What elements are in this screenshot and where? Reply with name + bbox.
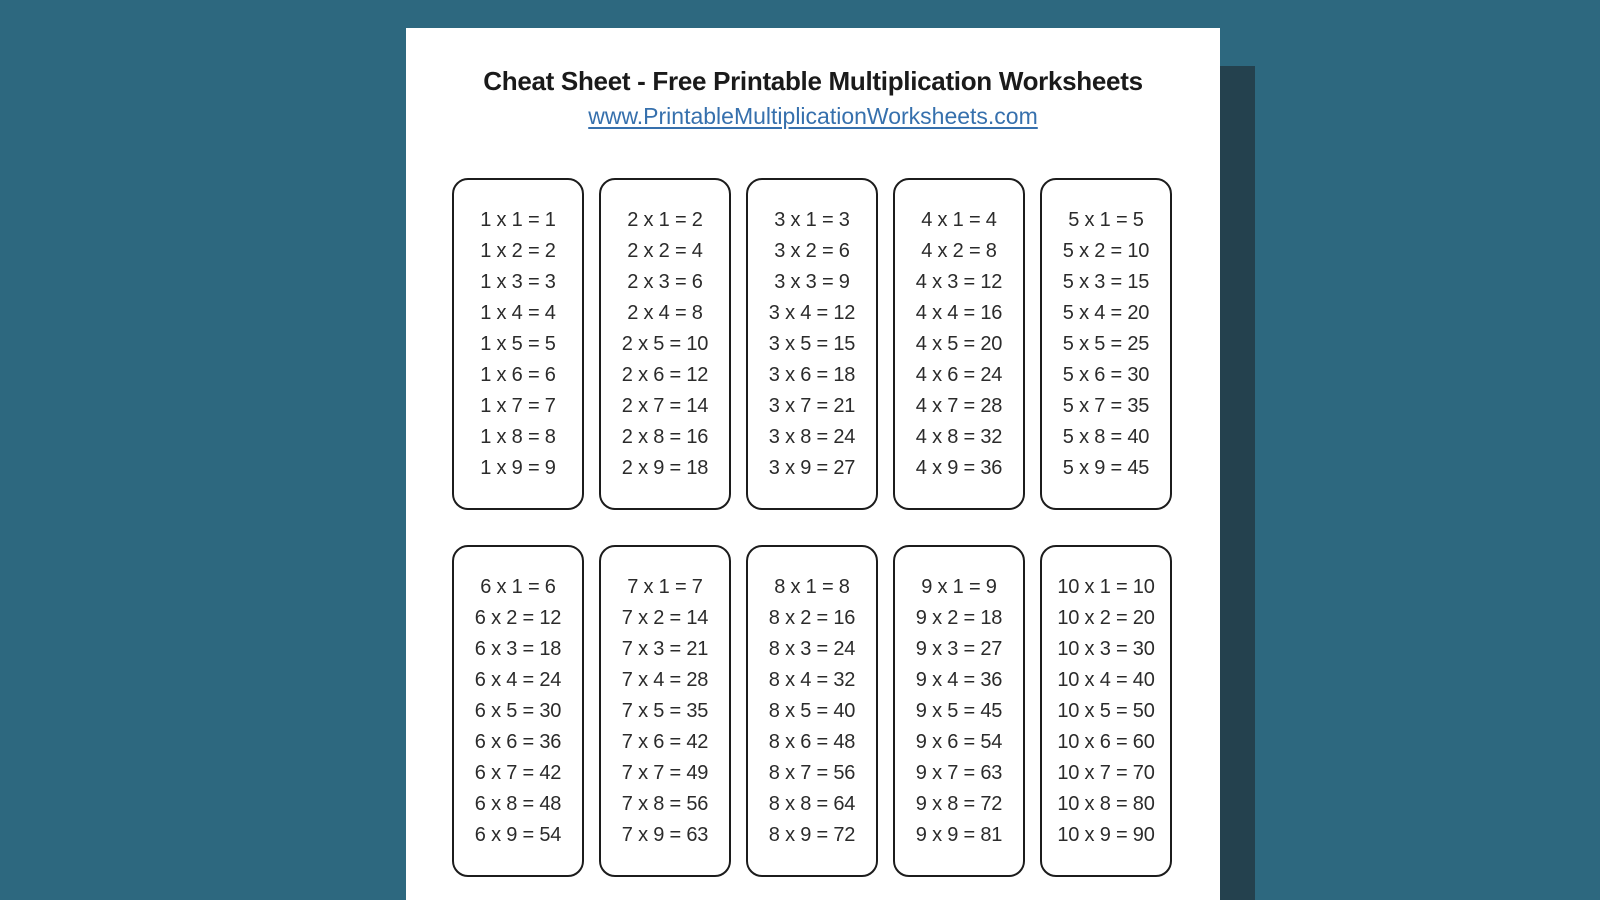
- website-link[interactable]: www.PrintableMultiplicationWorksheets.com: [588, 103, 1038, 129]
- times-table-4-card: [893, 178, 1025, 510]
- fact-line: 2 x 2 = 4: [627, 239, 703, 262]
- fact-line: 6 x 6 = 36: [474, 730, 562, 753]
- fact-line: 10 x 2 = 20: [1057, 606, 1155, 629]
- fact-line: 6 x 9 = 54: [474, 823, 562, 846]
- fact-line: 3 x 1 = 3: [774, 208, 850, 231]
- page-drop-shadow: [1220, 66, 1255, 900]
- fact-line: 4 x 9 = 36: [915, 456, 1003, 479]
- fact-line: 7 x 4 = 28: [621, 668, 709, 691]
- fact-line: 1 x 3 = 3: [480, 270, 556, 293]
- fact-line: 8 x 4 = 32: [768, 668, 856, 691]
- fact-line: 3 x 2 = 6: [774, 239, 850, 262]
- worksheet-page: [406, 28, 1220, 900]
- fact-line: 5 x 9 = 45: [1062, 456, 1150, 479]
- fact-line: 9 x 6 = 54: [915, 730, 1003, 753]
- fact-line: 8 x 7 = 56: [768, 761, 856, 784]
- fact-line: 10 x 6 = 60: [1057, 730, 1155, 753]
- fact-line: 4 x 2 = 8: [921, 239, 997, 262]
- fact-line: 9 x 7 = 63: [915, 761, 1003, 784]
- fact-line: 6 x 8 = 48: [474, 792, 562, 815]
- fact-line: 8 x 1 = 8: [774, 575, 850, 598]
- fact-line: 1 x 6 = 6: [480, 363, 556, 386]
- fact-line: 7 x 1 = 7: [627, 575, 703, 598]
- fact-line: 10 x 8 = 80: [1057, 792, 1155, 815]
- fact-line: 9 x 4 = 36: [915, 668, 1003, 691]
- times-table-9-card: [893, 545, 1025, 877]
- fact-line: 6 x 3 = 18: [474, 637, 562, 660]
- fact-line: 10 x 5 = 50: [1057, 699, 1155, 722]
- fact-line: 7 x 7 = 49: [621, 761, 709, 784]
- times-table-5-card: [1040, 178, 1172, 510]
- fact-line: 3 x 8 = 24: [768, 425, 856, 448]
- times-table-2-card: [599, 178, 731, 510]
- times-table-6-card: [452, 545, 584, 877]
- fact-line: 5 x 5 = 25: [1062, 332, 1150, 355]
- fact-line: 1 x 8 = 8: [480, 425, 556, 448]
- times-table-3-card: [746, 178, 878, 510]
- fact-line: 2 x 4 = 8: [627, 301, 703, 324]
- fact-line: 3 x 4 = 12: [768, 301, 856, 324]
- fact-line: 5 x 1 = 5: [1068, 208, 1144, 231]
- fact-line: 1 x 9 = 9: [480, 456, 556, 479]
- fact-line: 7 x 3 = 21: [621, 637, 709, 660]
- fact-line: 2 x 5 = 10: [621, 332, 709, 355]
- times-table-10-card: [1040, 545, 1172, 877]
- fact-line: 5 x 3 = 15: [1062, 270, 1150, 293]
- fact-line: 3 x 3 = 9: [774, 270, 850, 293]
- fact-line: 5 x 8 = 40: [1062, 425, 1150, 448]
- fact-line: 2 x 8 = 16: [621, 425, 709, 448]
- fact-line: 7 x 2 = 14: [621, 606, 709, 629]
- fact-line: 7 x 6 = 42: [621, 730, 709, 753]
- fact-line: 2 x 6 = 12: [621, 363, 709, 386]
- fact-line: 6 x 5 = 30: [474, 699, 562, 722]
- fact-line: 4 x 1 = 4: [921, 208, 997, 231]
- fact-line: 10 x 7 = 70: [1057, 761, 1155, 784]
- fact-line: 2 x 1 = 2: [627, 208, 703, 231]
- fact-line: 6 x 4 = 24: [474, 668, 562, 691]
- fact-line: 1 x 2 = 2: [480, 239, 556, 262]
- fact-line: 4 x 7 = 28: [915, 394, 1003, 417]
- fact-line: 10 x 9 = 90: [1057, 823, 1155, 846]
- fact-line: 9 x 1 = 9: [921, 575, 997, 598]
- times-table-8-card: [746, 545, 878, 877]
- fact-line: 6 x 7 = 42: [474, 761, 562, 784]
- fact-line: 1 x 5 = 5: [480, 332, 556, 355]
- fact-line: 3 x 5 = 15: [768, 332, 856, 355]
- fact-line: 6 x 2 = 12: [474, 606, 562, 629]
- fact-line: 1 x 4 = 4: [480, 301, 556, 324]
- fact-line: 4 x 6 = 24: [915, 363, 1003, 386]
- fact-line: 7 x 8 = 56: [621, 792, 709, 815]
- fact-line: 10 x 3 = 30: [1057, 637, 1155, 660]
- fact-line: 10 x 1 = 10: [1057, 575, 1155, 598]
- fact-line: 4 x 5 = 20: [915, 332, 1003, 355]
- fact-line: 9 x 2 = 18: [915, 606, 1003, 629]
- fact-line: 8 x 8 = 64: [768, 792, 856, 815]
- fact-line: 9 x 5 = 45: [915, 699, 1003, 722]
- fact-line: 4 x 3 = 12: [915, 270, 1003, 293]
- fact-line: 5 x 6 = 30: [1062, 363, 1150, 386]
- fact-line: 4 x 8 = 32: [915, 425, 1003, 448]
- fact-line: 8 x 6 = 48: [768, 730, 856, 753]
- fact-line: 8 x 9 = 72: [768, 823, 856, 846]
- fact-line: 2 x 3 = 6: [627, 270, 703, 293]
- fact-line: 4 x 4 = 16: [915, 301, 1003, 324]
- times-table-7-card: [599, 545, 731, 877]
- fact-line: 5 x 7 = 35: [1062, 394, 1150, 417]
- fact-line: 10 x 4 = 40: [1057, 668, 1155, 691]
- tables-grid: [452, 178, 1172, 877]
- fact-line: 3 x 7 = 21: [768, 394, 856, 417]
- fact-line: 5 x 4 = 20: [1062, 301, 1150, 324]
- fact-line: 3 x 6 = 18: [768, 363, 856, 386]
- fact-line: 5 x 2 = 10: [1062, 239, 1150, 262]
- fact-line: 9 x 3 = 27: [915, 637, 1003, 660]
- fact-line: 6 x 1 = 6: [480, 575, 556, 598]
- page-title: Cheat Sheet - Free Printable Multiplication Worksheets: [483, 66, 1143, 96]
- fact-line: 2 x 7 = 14: [621, 394, 709, 417]
- fact-line: 9 x 9 = 81: [915, 823, 1003, 846]
- fact-line: 1 x 7 = 7: [480, 394, 556, 417]
- fact-line: 8 x 3 = 24: [768, 637, 856, 660]
- fact-line: 7 x 9 = 63: [621, 823, 709, 846]
- times-table-1-card: [452, 178, 584, 510]
- fact-line: 8 x 2 = 16: [768, 606, 856, 629]
- fact-line: 1 x 1 = 1: [480, 208, 556, 231]
- fact-line: 2 x 9 = 18: [621, 456, 709, 479]
- fact-line: 9 x 8 = 72: [915, 792, 1003, 815]
- fact-line: 3 x 9 = 27: [768, 456, 856, 479]
- fact-line: 8 x 5 = 40: [768, 699, 856, 722]
- fact-line: 7 x 5 = 35: [621, 699, 709, 722]
